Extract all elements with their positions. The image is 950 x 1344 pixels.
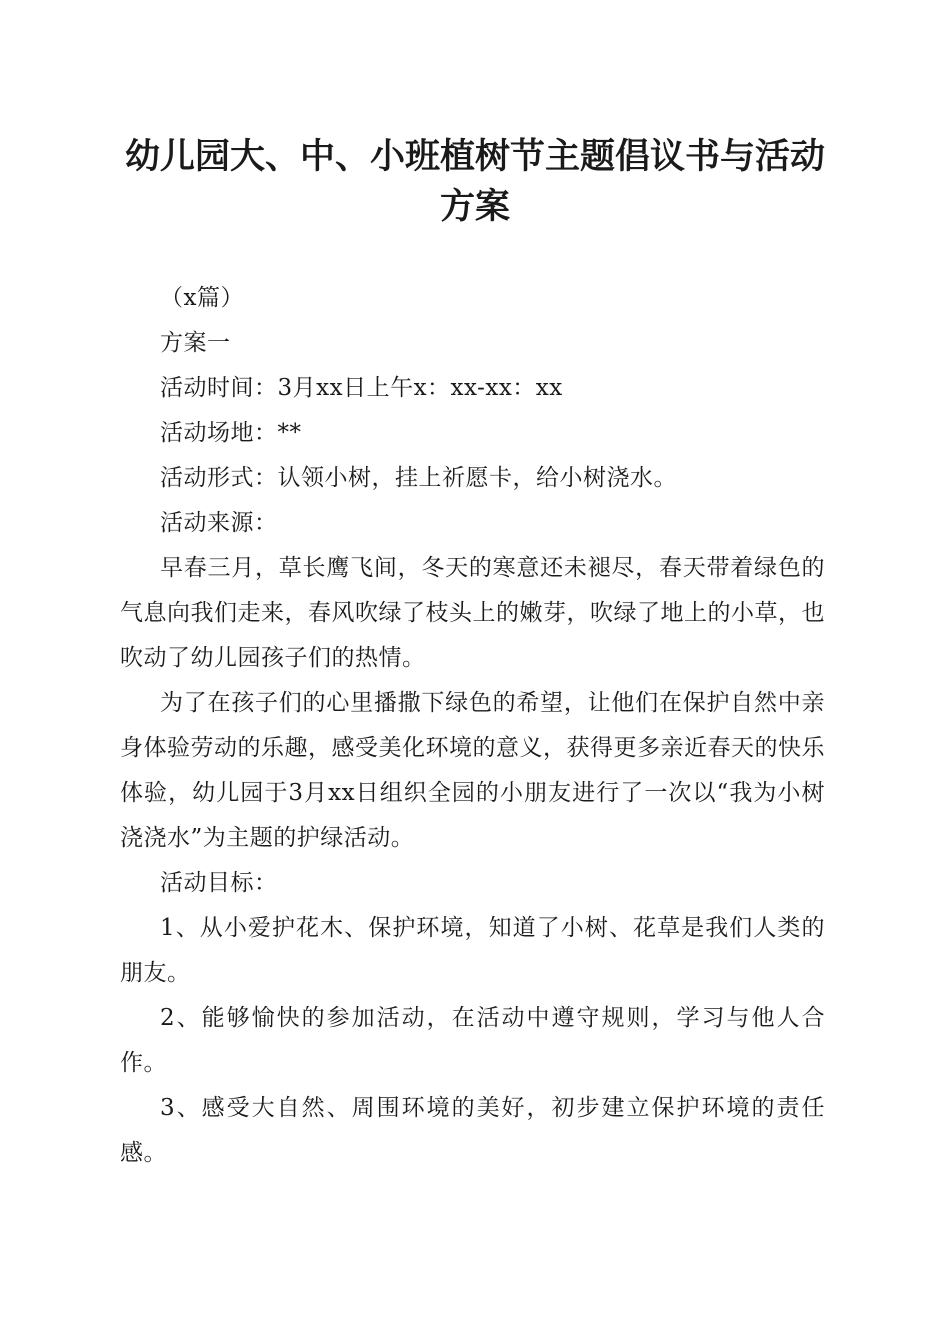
paragraph-activity-source-heading: 活动来源： <box>160 510 278 536</box>
paragraph-goal-2: 2、能够愉快的参加活动，在活动中遵守规则，学习与他人合作。 <box>120 1005 825 1076</box>
paragraph-goal-3: 3、感受大自然、周围环境的美好，初步建立保护环境的责任感。 <box>120 1095 825 1166</box>
document-title: 幼儿园大、中、小班植树节主题倡议书与活动方案 <box>124 136 825 227</box>
paragraph-edition: （x篇） <box>160 285 244 311</box>
document-body <box>120 276 825 1176</box>
paragraph-goal-1: 1、从小爱护花木、保护环境，知道了小树、花草是我们人类的朋友。 <box>120 915 825 986</box>
paragraph-activity-source-2: 为了在孩子们的心里播撒下绿色的希望，让他们在保护自然中亲身体验劳动的乐趣，感受美化环境的意义，获得更多亲近春天的快乐体验，幼儿园于3月xx日组织全园的小朋友进行了一次以“我为小树浇浇水”为主题的护绿活动。 <box>120 690 825 851</box>
paragraph-activity-time: 活动时间：3月xx日上午x：xx-xx：xx <box>160 375 563 401</box>
paragraph-goals-heading: 活动目标： <box>160 870 278 896</box>
paragraph-activity-venue: 活动场地：** <box>160 420 302 446</box>
paragraph-activity-format: 活动形式：认领小树，挂上祈愿卡，给小树浇水。 <box>160 465 677 491</box>
paragraph-activity-source-1: 早春三月，草长鹰飞间，冬天的寒意还未褪尽，春天带着绿色的气息向我们走来，春风吹绿了枝头上的嫩芽，吹绿了地上的小草，也吹动了幼儿园孩子们的热情。 <box>120 555 825 671</box>
paragraph-plan-heading: 方案一 <box>160 330 231 356</box>
